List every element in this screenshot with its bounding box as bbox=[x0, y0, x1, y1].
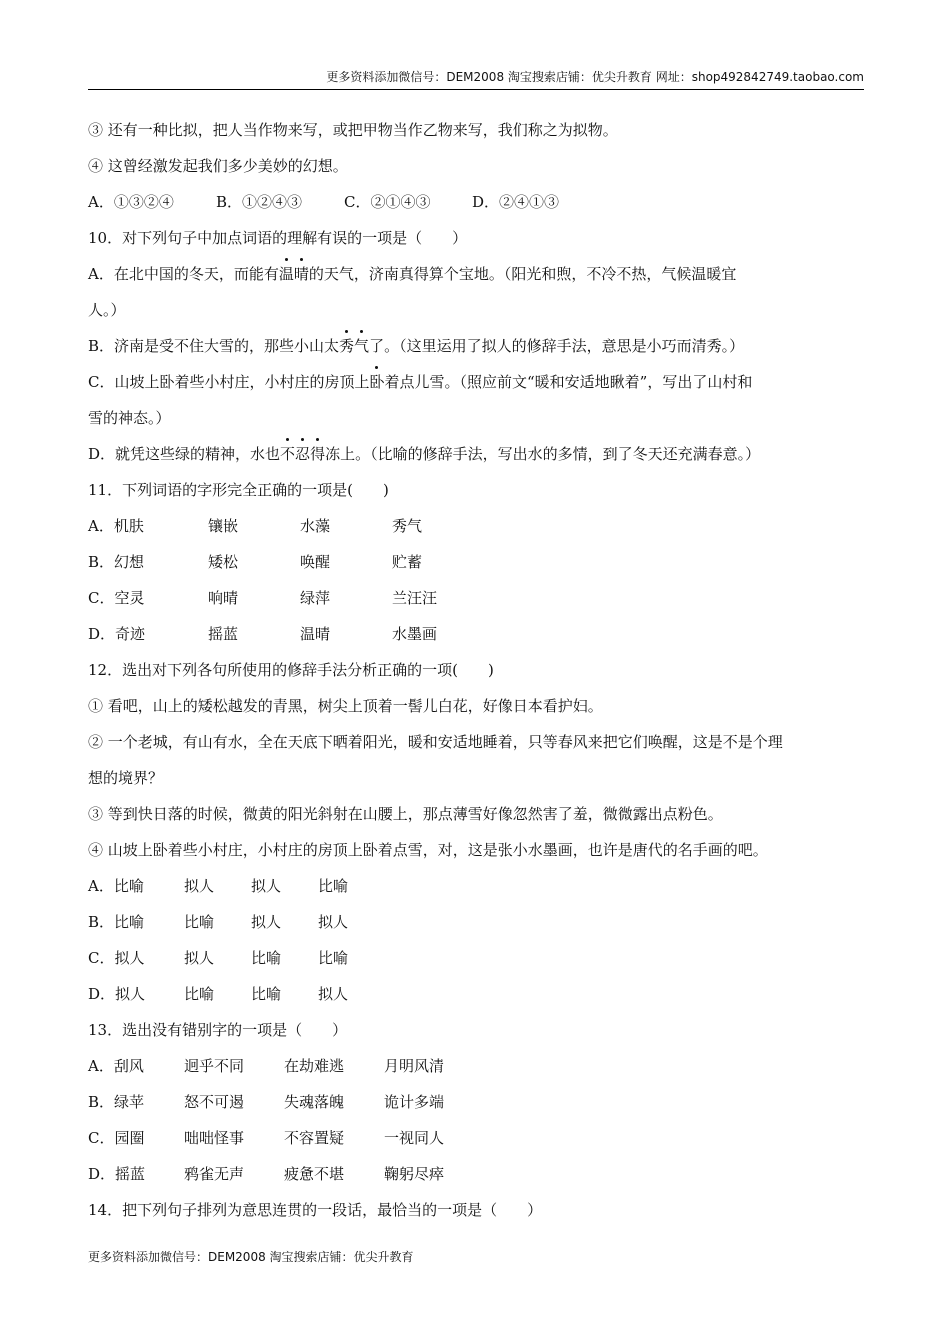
q9-option-d: D．②④①③ bbox=[472, 193, 560, 211]
q10-option-c: C．山坡上卧着些小村庄，小村庄的房顶上卧着点儿雪。（照应前文“暖和安适地瞅着”，写出了山村和 bbox=[88, 364, 868, 400]
q12-item-2-cont: 想的境界？ bbox=[88, 769, 164, 787]
q12-option-a: A．比喻 拟人 拟人 比喻 bbox=[88, 877, 349, 895]
dotted-char: 温 bbox=[279, 256, 294, 292]
page-header: 更多资料添加微信号：DEM2008 淘宝搜索店铺：优尖升教育 网址：shop492842749.taobao.com bbox=[88, 68, 864, 90]
dotted-char: 得 bbox=[310, 436, 325, 472]
q10-option-d: D．就凭这些绿的精神，水也不忍得冻上。（比喻的修辞手法，写出水的多情，到了冬天还充满春意。） bbox=[88, 436, 868, 472]
q10-option-a: A．在北中国的冬天，而能有温晴的天气，济南真得算个宝地。（阳光和煦，不冷不热，气候温暖宜 bbox=[88, 256, 868, 292]
q13-stem: 13．选出没有错别字的一项是（ ） bbox=[88, 1021, 348, 1039]
q9-options bbox=[88, 184, 868, 220]
q9-option-b: B．①②④③ bbox=[216, 193, 303, 211]
q10-stem: 10．对下列句子中加点词语的理解有误的一项是（ ） bbox=[88, 229, 468, 247]
dotted-char: 卧 bbox=[369, 364, 384, 400]
page-footer: 更多资料添加微信号：DEM2008 淘宝搜索店铺：优尖升教育 bbox=[88, 1250, 414, 1264]
q12-option-b: B．比喻 比喻 拟人 拟人 bbox=[88, 913, 349, 931]
q12-option-d: D．拟人 比喻 比喻 拟人 bbox=[88, 985, 349, 1003]
q12-item-1: ① 看吧，山上的矮松越发的青黑，树尖上顶着一髻儿白花，好像日本看护妇。 bbox=[88, 697, 603, 715]
q9-item-4: ④ 这曾经激发起我们多少美妙的幻想。 bbox=[88, 157, 348, 175]
q11-option-a: A．机肤 镶嵌 水藻 秀气 bbox=[88, 517, 423, 535]
q13-option-d: D．摇蓝 鸦雀无声 疲惫不堪 鞠躬尽瘁 bbox=[88, 1165, 445, 1183]
q12-item-4: ④ 山坡上卧着些小村庄，小村庄的房顶上卧着点雪，对，这是张小水墨画，也许是唐代的名手画的吧。 bbox=[88, 841, 768, 859]
dotted-char: 秀 bbox=[339, 328, 354, 364]
dotted-char: 忍 bbox=[295, 436, 310, 472]
dotted-char: 不 bbox=[280, 436, 295, 472]
q14-stem: 14．把下列句子排列为意思连贯的一段话，最恰当的一项是（ ） bbox=[88, 1201, 543, 1219]
q11-option-d: D．奇迹 摇蓝 温晴 水墨画 bbox=[88, 625, 438, 643]
q9-item-3: ③ 还有一种比拟，把人当作物来写，或把甲物当作乙物来写，我们称之为拟物。 bbox=[88, 121, 618, 139]
q12-option-c: C．拟人 拟人 比喻 比喻 bbox=[88, 949, 349, 967]
q10-option-c-cont: 雪的神态。） bbox=[88, 409, 171, 427]
q13-option-c: C．园圈 咄咄怪事 不容置疑 一视同人 bbox=[88, 1129, 445, 1147]
q12-stem: 12．选出对下列各句所使用的修辞手法分析正确的一项( ) bbox=[88, 661, 494, 679]
q12-item-2: ② 一个老城，有山有水，全在天底下晒着阳光，暖和安适地睡着，只等春风来把它们唤醒，这是不是个理 bbox=[88, 733, 783, 751]
dotted-char: 晴 bbox=[294, 256, 309, 292]
q10-option-b: B．济南是受不住大雪的，那些小山太秀气了。（这里运用了拟人的修辞手法，意思是小巧而清秀。） bbox=[88, 328, 868, 364]
q10-option-a-cont: 人。） bbox=[88, 301, 126, 319]
q11-stem: 11．下列词语的字形完全正确的一项是( ) bbox=[88, 481, 389, 499]
q11-option-c: C．空灵 响晴 绿萍 兰汪汪 bbox=[88, 589, 438, 607]
q13-option-b: B．绿苹 怒不可遏 失魂落魄 诡计多端 bbox=[88, 1093, 445, 1111]
q9-option-a: A．①③②④ bbox=[88, 193, 174, 211]
dotted-char: 气 bbox=[354, 328, 369, 364]
question-content bbox=[88, 112, 868, 1228]
q9-option-c: C．②①④③ bbox=[344, 193, 431, 211]
q11-option-b: B．幻想 矮松 唤醒 贮蓄 bbox=[88, 553, 423, 571]
q13-option-a: A．刮风 迥乎不同 在劫难逃 月明风清 bbox=[88, 1057, 445, 1075]
q12-item-3: ③ 等到快日落的时候，微黄的阳光斜射在山腰上，那点薄雪好像忽然害了羞，微微露出点粉色。 bbox=[88, 805, 723, 823]
